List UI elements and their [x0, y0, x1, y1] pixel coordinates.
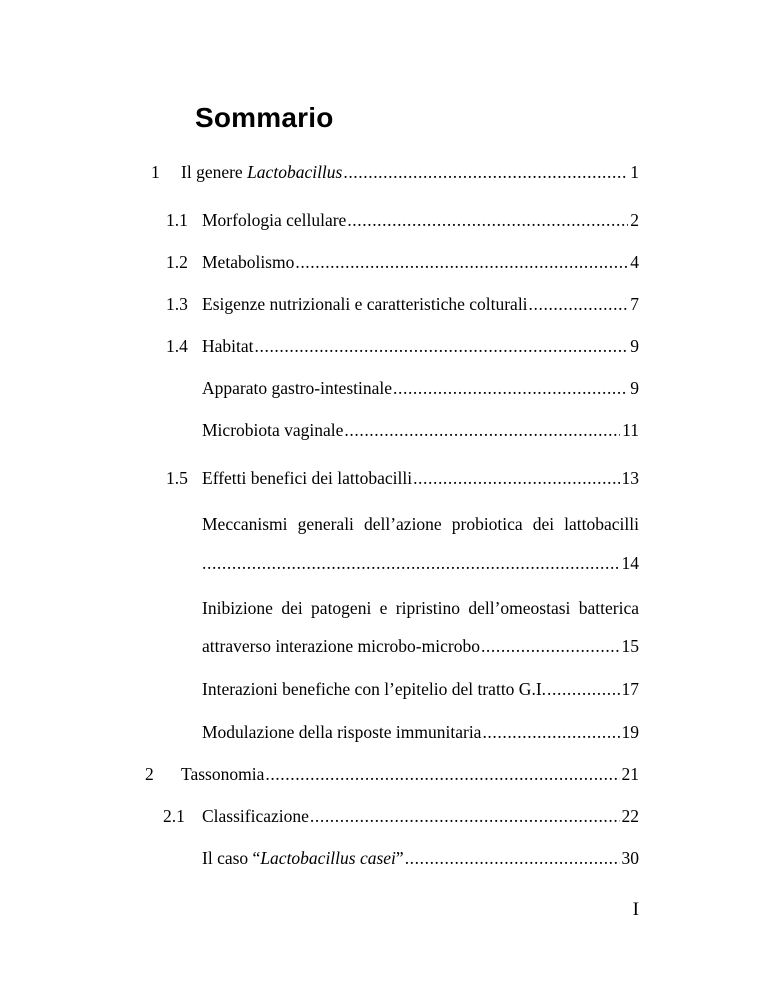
toc-leader	[310, 805, 620, 827]
toc-leader	[295, 251, 628, 273]
toc-entry[interactable]	[166, 293, 639, 315]
toc-label-line[interactable]: Inibizione dei patogeni e ripristino dell’omeostasi batterica	[202, 598, 639, 618]
toc-number: 1	[151, 162, 160, 182]
toc-number: 1.5	[166, 468, 188, 488]
toc-label: Effetti benefici dei lattobacilli	[202, 468, 413, 488]
toc-label: Habitat	[202, 336, 254, 356]
toc-label: Classificazione	[202, 806, 309, 826]
page-number: I	[632, 899, 639, 920]
toc-label: Apparato gastro-intestinale	[202, 378, 393, 398]
toc-entry[interactable]	[166, 251, 639, 273]
toc-number: 1.4	[166, 336, 188, 356]
toc-entry[interactable]	[145, 763, 639, 785]
toc-leader	[393, 377, 628, 399]
toc-entry[interactable]	[163, 805, 639, 827]
toc-leader	[547, 678, 619, 700]
toc-entry[interactable]	[151, 161, 639, 183]
toc-page: 1	[630, 162, 639, 182]
toc-page: 21	[621, 764, 639, 784]
toc-entry[interactable]	[202, 635, 639, 657]
toc-page: 17	[621, 679, 639, 699]
toc-number: 1.1	[166, 210, 188, 230]
toc-entry[interactable]	[202, 721, 639, 743]
toc-leader	[405, 847, 620, 869]
toc-leader	[413, 467, 619, 489]
toc-label-line[interactable]: Meccanismi generali dell’azione probiotica dei lattobacilli	[202, 514, 639, 534]
toc-label: Microbiota vaginale	[202, 420, 344, 440]
toc-label: Morfologia cellulare	[202, 210, 347, 230]
toc-label-italic: Lactobacillus	[247, 162, 343, 182]
page-title: Sommario	[195, 102, 334, 133]
toc-leader	[347, 209, 628, 231]
toc-page: 9	[630, 378, 639, 398]
toc-number: 1.2	[166, 252, 188, 272]
toc-label: Modulazione della risposte immunitaria	[202, 722, 482, 742]
toc-label: Il caso “Lactobacillus casei”	[202, 848, 404, 868]
toc-leader	[482, 721, 619, 743]
toc-page: 13	[621, 468, 639, 488]
toc-leader	[529, 293, 629, 315]
toc-page: 7	[630, 294, 639, 314]
toc-page: 15	[621, 636, 639, 656]
toc-label-italic: Lactobacillus casei	[260, 848, 396, 868]
toc-page: 11	[622, 420, 639, 440]
toc-leader	[265, 763, 619, 785]
toc-entry[interactable]	[166, 467, 639, 489]
toc-leader	[344, 419, 620, 441]
toc-number: 2.1	[163, 806, 185, 826]
toc-leader	[481, 635, 620, 657]
toc-number: 1.3	[166, 294, 188, 314]
toc-entry[interactable]	[166, 335, 639, 357]
toc-entry[interactable]	[202, 377, 639, 399]
toc-page: 4	[630, 252, 639, 272]
toc-page: 2	[630, 210, 639, 230]
toc-leader	[343, 161, 628, 183]
toc-leader	[202, 552, 620, 574]
toc-entry[interactable]	[202, 847, 639, 869]
toc-leader	[255, 335, 629, 357]
toc-label: Tassonomia	[181, 764, 265, 784]
toc-entry[interactable]	[166, 209, 639, 231]
toc-label: Esigenze nutrizionali e caratteristiche colturali	[202, 294, 528, 314]
toc-entry[interactable]	[202, 678, 639, 700]
toc-page: 19	[621, 722, 639, 742]
toc-page: 9	[630, 336, 639, 356]
toc-label: Il genere Lactobacillus	[181, 162, 343, 182]
toc-entry[interactable]	[202, 419, 639, 441]
toc-label: attraverso interazione microbo-microbo	[202, 636, 480, 656]
toc-number: 2	[145, 764, 154, 784]
toc-page: 30	[621, 848, 639, 868]
toc-page: 14	[621, 553, 639, 573]
toc-entry[interactable]	[202, 552, 639, 574]
toc-label: Metabolismo	[202, 252, 295, 272]
toc-page: 22	[621, 806, 639, 826]
toc-label: Interazioni benefiche con l’epitelio del tratto G.I.	[202, 679, 547, 699]
